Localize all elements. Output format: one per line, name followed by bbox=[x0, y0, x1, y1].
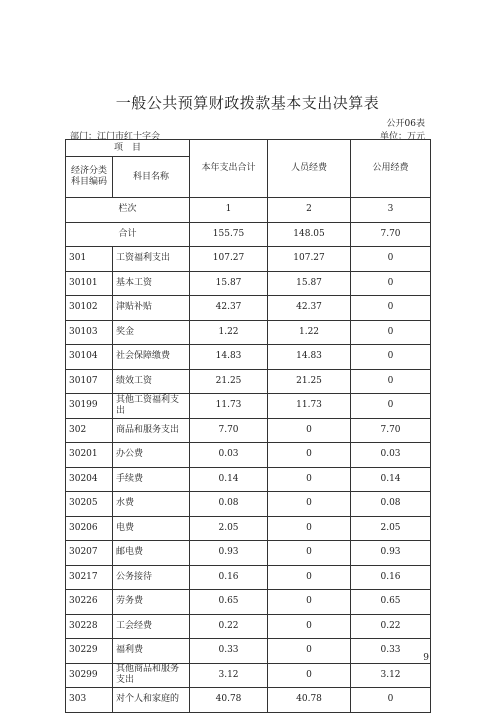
row-personnel: 0 bbox=[268, 565, 351, 590]
row-personnel: 0 bbox=[268, 639, 351, 664]
row-name: 公务接待 bbox=[113, 565, 190, 590]
row-code: 30228 bbox=[66, 614, 113, 639]
row-public: 0 bbox=[351, 271, 431, 296]
table-row bbox=[66, 345, 431, 370]
row-total: 0.16 bbox=[190, 565, 268, 590]
row-personnel: 0 bbox=[268, 443, 351, 468]
table-row bbox=[66, 516, 431, 541]
header-personnel: 人员经费 bbox=[268, 140, 351, 198]
table-row bbox=[66, 247, 431, 272]
row-public: 0 bbox=[351, 345, 431, 370]
table-row bbox=[66, 492, 431, 517]
header-item: 项 目 bbox=[66, 140, 190, 157]
row-personnel: 0 bbox=[268, 614, 351, 639]
row-public: 0 bbox=[351, 688, 431, 713]
row-name: 劳务费 bbox=[113, 590, 190, 615]
row-name: 社会保障缴费 bbox=[113, 345, 190, 370]
row-public: 0 bbox=[351, 296, 431, 321]
column-index-label: 栏次 bbox=[66, 198, 190, 223]
row-name: 商品和服务支出 bbox=[113, 418, 190, 443]
row-total: 42.37 bbox=[190, 296, 268, 321]
row-total: 0.93 bbox=[190, 541, 268, 566]
row-personnel: 14.83 bbox=[268, 345, 351, 370]
column-index-1: 1 bbox=[190, 198, 268, 223]
table-row bbox=[66, 663, 431, 688]
row-name: 基本工资 bbox=[113, 271, 190, 296]
table-row bbox=[66, 418, 431, 443]
header-econ-code: 经济分类科目编码 bbox=[66, 157, 113, 198]
row-total: 21.25 bbox=[190, 369, 268, 394]
row-personnel: 40.78 bbox=[268, 688, 351, 713]
row-total: 0.65 bbox=[190, 590, 268, 615]
row-code: 30102 bbox=[66, 296, 113, 321]
header-public: 公用经费 bbox=[351, 140, 431, 198]
page-title: 一般公共预算财政拨款基本支出决算表 bbox=[115, 94, 380, 112]
row-public: 0.16 bbox=[351, 565, 431, 590]
form-number: 公开06表 bbox=[386, 119, 425, 129]
row-code: 30207 bbox=[66, 541, 113, 566]
row-total: 40.78 bbox=[190, 688, 268, 713]
row-personnel: 0 bbox=[268, 467, 351, 492]
department-label: 部门：江门市红十字会 bbox=[70, 132, 161, 142]
row-public: 0.03 bbox=[351, 443, 431, 468]
row-public: 0 bbox=[351, 247, 431, 272]
table-row bbox=[66, 320, 431, 345]
row-total: 0.22 bbox=[190, 614, 268, 639]
expenditure-table bbox=[65, 139, 431, 713]
header-row-item bbox=[66, 140, 431, 157]
row-total: 0.03 bbox=[190, 443, 268, 468]
row-personnel: 0 bbox=[268, 492, 351, 517]
column-index-3: 3 bbox=[351, 198, 431, 223]
row-total: 107.27 bbox=[190, 247, 268, 272]
row-total: 11.73 bbox=[190, 394, 268, 419]
table-row bbox=[66, 565, 431, 590]
row-personnel: 0 bbox=[268, 541, 351, 566]
row-code: 301 bbox=[66, 247, 113, 272]
row-public: 0.22 bbox=[351, 614, 431, 639]
total-public: 7.70 bbox=[351, 222, 431, 247]
row-name: 福利费 bbox=[113, 639, 190, 664]
row-public: 0.08 bbox=[351, 492, 431, 517]
row-code: 30101 bbox=[66, 271, 113, 296]
total-personnel: 148.05 bbox=[268, 222, 351, 247]
row-name: 邮电费 bbox=[113, 541, 190, 566]
row-total: 14.83 bbox=[190, 345, 268, 370]
row-code: 30204 bbox=[66, 467, 113, 492]
row-public: 0.93 bbox=[351, 541, 431, 566]
row-code: 30104 bbox=[66, 345, 113, 370]
total-total: 155.75 bbox=[190, 222, 268, 247]
unit-label: 单位：万元 bbox=[379, 132, 425, 142]
row-personnel: 0 bbox=[268, 418, 351, 443]
table-row bbox=[66, 443, 431, 468]
total-row bbox=[66, 222, 431, 247]
page-number: 9 bbox=[423, 653, 429, 663]
row-total: 0.33 bbox=[190, 639, 268, 664]
row-code: 302 bbox=[66, 418, 113, 443]
row-name: 工会经费 bbox=[113, 614, 190, 639]
row-personnel: 15.87 bbox=[268, 271, 351, 296]
row-total: 0.14 bbox=[190, 467, 268, 492]
row-code: 30299 bbox=[66, 663, 113, 688]
row-name: 手续费 bbox=[113, 467, 190, 492]
row-public: 7.70 bbox=[351, 418, 431, 443]
row-public: 0.33 bbox=[351, 639, 431, 664]
row-personnel: 1.22 bbox=[268, 320, 351, 345]
row-code: 30206 bbox=[66, 516, 113, 541]
table-row bbox=[66, 296, 431, 321]
row-name: 津贴补贴 bbox=[113, 296, 190, 321]
row-total: 2.05 bbox=[190, 516, 268, 541]
row-name: 奖金 bbox=[113, 320, 190, 345]
column-index-2: 2 bbox=[268, 198, 351, 223]
row-name: 工资福利支出 bbox=[113, 247, 190, 272]
row-code: 30205 bbox=[66, 492, 113, 517]
row-total: 7.70 bbox=[190, 418, 268, 443]
row-total: 3.12 bbox=[190, 663, 268, 688]
row-name: 对个人和家庭的 bbox=[113, 688, 190, 713]
table-row bbox=[66, 369, 431, 394]
row-public: 3.12 bbox=[351, 663, 431, 688]
row-total: 1.22 bbox=[190, 320, 268, 345]
row-name: 水费 bbox=[113, 492, 190, 517]
row-code: 30199 bbox=[66, 394, 113, 419]
table-row bbox=[66, 590, 431, 615]
row-code: 30217 bbox=[66, 565, 113, 590]
row-personnel: 0 bbox=[268, 516, 351, 541]
row-total: 15.87 bbox=[190, 271, 268, 296]
row-personnel: 0 bbox=[268, 590, 351, 615]
row-code: 30226 bbox=[66, 590, 113, 615]
header-total: 本年支出合计 bbox=[190, 140, 268, 198]
row-personnel: 21.25 bbox=[268, 369, 351, 394]
row-code: 30107 bbox=[66, 369, 113, 394]
row-name: 其他商品和服务支出 bbox=[113, 663, 190, 688]
table-row bbox=[66, 394, 431, 419]
row-public: 0.65 bbox=[351, 590, 431, 615]
row-public: 0 bbox=[351, 394, 431, 419]
row-personnel: 42.37 bbox=[268, 296, 351, 321]
header-subject-name: 科目名称 bbox=[113, 157, 190, 198]
table-row bbox=[66, 614, 431, 639]
row-name: 办公费 bbox=[113, 443, 190, 468]
row-code: 303 bbox=[66, 688, 113, 713]
row-name: 其他工资福利支出 bbox=[113, 394, 190, 419]
row-public: 0.14 bbox=[351, 467, 431, 492]
row-personnel: 0 bbox=[268, 663, 351, 688]
row-name: 绩效工资 bbox=[113, 369, 190, 394]
row-public: 2.05 bbox=[351, 516, 431, 541]
table-row bbox=[66, 467, 431, 492]
column-index-row bbox=[66, 198, 431, 223]
table-row bbox=[66, 639, 431, 664]
row-total: 0.08 bbox=[190, 492, 268, 517]
table-row bbox=[66, 541, 431, 566]
row-public: 0 bbox=[351, 369, 431, 394]
total-label: 合计 bbox=[66, 222, 190, 247]
row-name: 电费 bbox=[113, 516, 190, 541]
row-code: 30201 bbox=[66, 443, 113, 468]
row-personnel: 11.73 bbox=[268, 394, 351, 419]
row-personnel: 107.27 bbox=[268, 247, 351, 272]
table-row bbox=[66, 271, 431, 296]
row-public: 0 bbox=[351, 320, 431, 345]
row-code: 30229 bbox=[66, 639, 113, 664]
row-code: 30103 bbox=[66, 320, 113, 345]
